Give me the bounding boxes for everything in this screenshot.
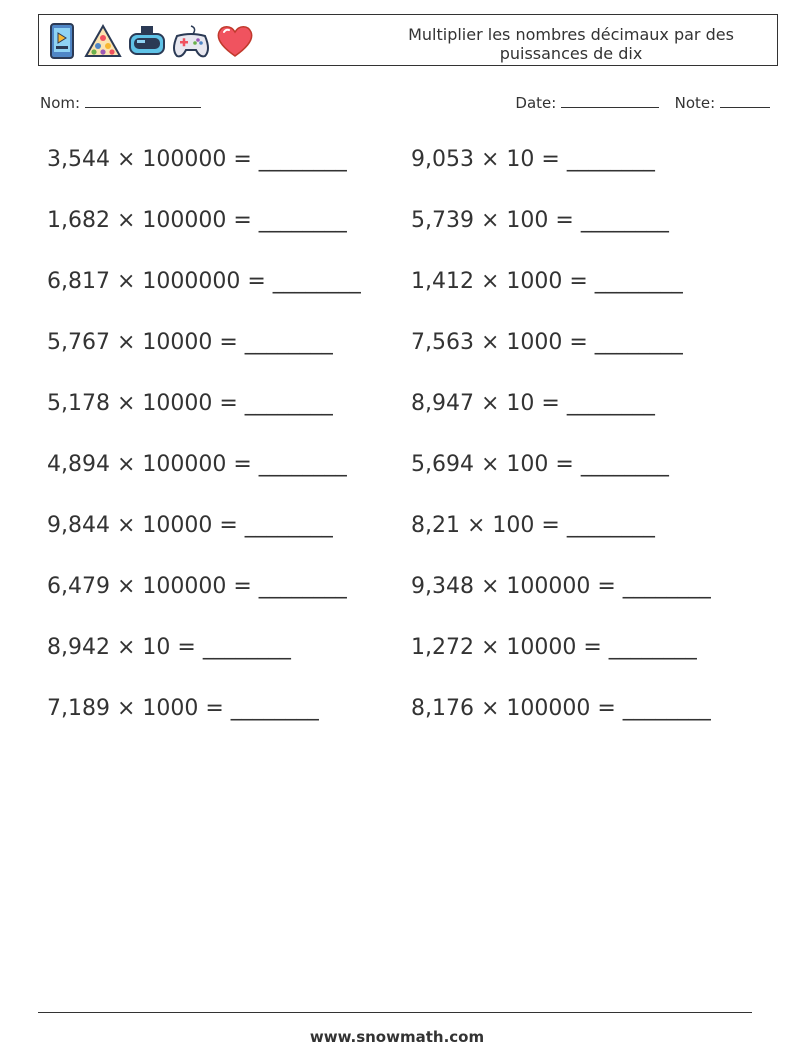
problem-row [47,451,767,512]
problem-item: 8,947 × 10 = ________ [411,391,655,416]
problem-item: 8,176 × 100000 = ________ [411,696,711,721]
problem-item: 5,178 × 10000 = ________ [47,391,333,416]
problem-row [47,207,767,268]
tablet-play-icon [45,22,79,60]
problem-item: 5,767 × 10000 = ________ [47,330,333,355]
problem-item: 7,563 × 1000 = ________ [411,330,683,355]
name-field [40,94,201,112]
problem-item: 1,272 × 10000 = ________ [411,635,697,660]
problem-item: 6,817 × 1000000 = ________ [47,269,361,294]
date-note-fields [515,94,770,112]
problem-item: 5,739 × 100 = ________ [411,208,669,233]
problem-row [47,146,767,207]
problem-row [47,329,767,390]
problem-row [47,695,767,756]
note-label: Note: [674,94,716,112]
header-icons [45,21,255,61]
problem-row [47,512,767,573]
problem-item: 8,942 × 10 = ________ [47,635,291,660]
heart-icon [215,22,255,60]
problem-item: 3,544 × 100000 = ________ [47,147,347,172]
problem-row [47,634,767,695]
date-label: Date: [515,94,557,112]
date-blank[interactable] [561,95,659,108]
footer-divider [38,1012,752,1013]
billiard-rack-icon [83,22,123,60]
problem-item: 1,682 × 100000 = ________ [47,208,347,233]
problem-row [47,573,767,634]
problem-item: 7,189 × 1000 = ________ [47,696,319,721]
problem-row [47,268,767,329]
worksheet-title: Multiplier les nombres décimaux par des puissances de dix [408,25,734,63]
problem-item: 9,348 × 100000 = ________ [411,574,711,599]
problem-item: 8,21 × 100 = ________ [411,513,655,538]
problem-item: 4,894 × 100000 = ________ [47,452,347,477]
problem-item: 1,412 × 1000 = ________ [411,269,683,294]
gamepad-icon [171,22,211,60]
note-blank[interactable] [720,95,770,108]
name-blank[interactable] [85,95,201,108]
name-label: Nom: [40,94,81,112]
worksheet-header [38,14,778,66]
problem-row [47,390,767,451]
problem-item: 6,479 × 100000 = ________ [47,574,347,599]
problem-item: 5,694 × 100 = ________ [411,452,669,477]
problem-list [47,146,767,756]
problem-item: 9,844 × 10000 = ________ [47,513,333,538]
footer-site-link[interactable]: www.snowmath.com [309,1028,485,1046]
vr-headset-icon [127,22,167,60]
problem-item: 9,053 × 10 = ________ [411,147,655,172]
